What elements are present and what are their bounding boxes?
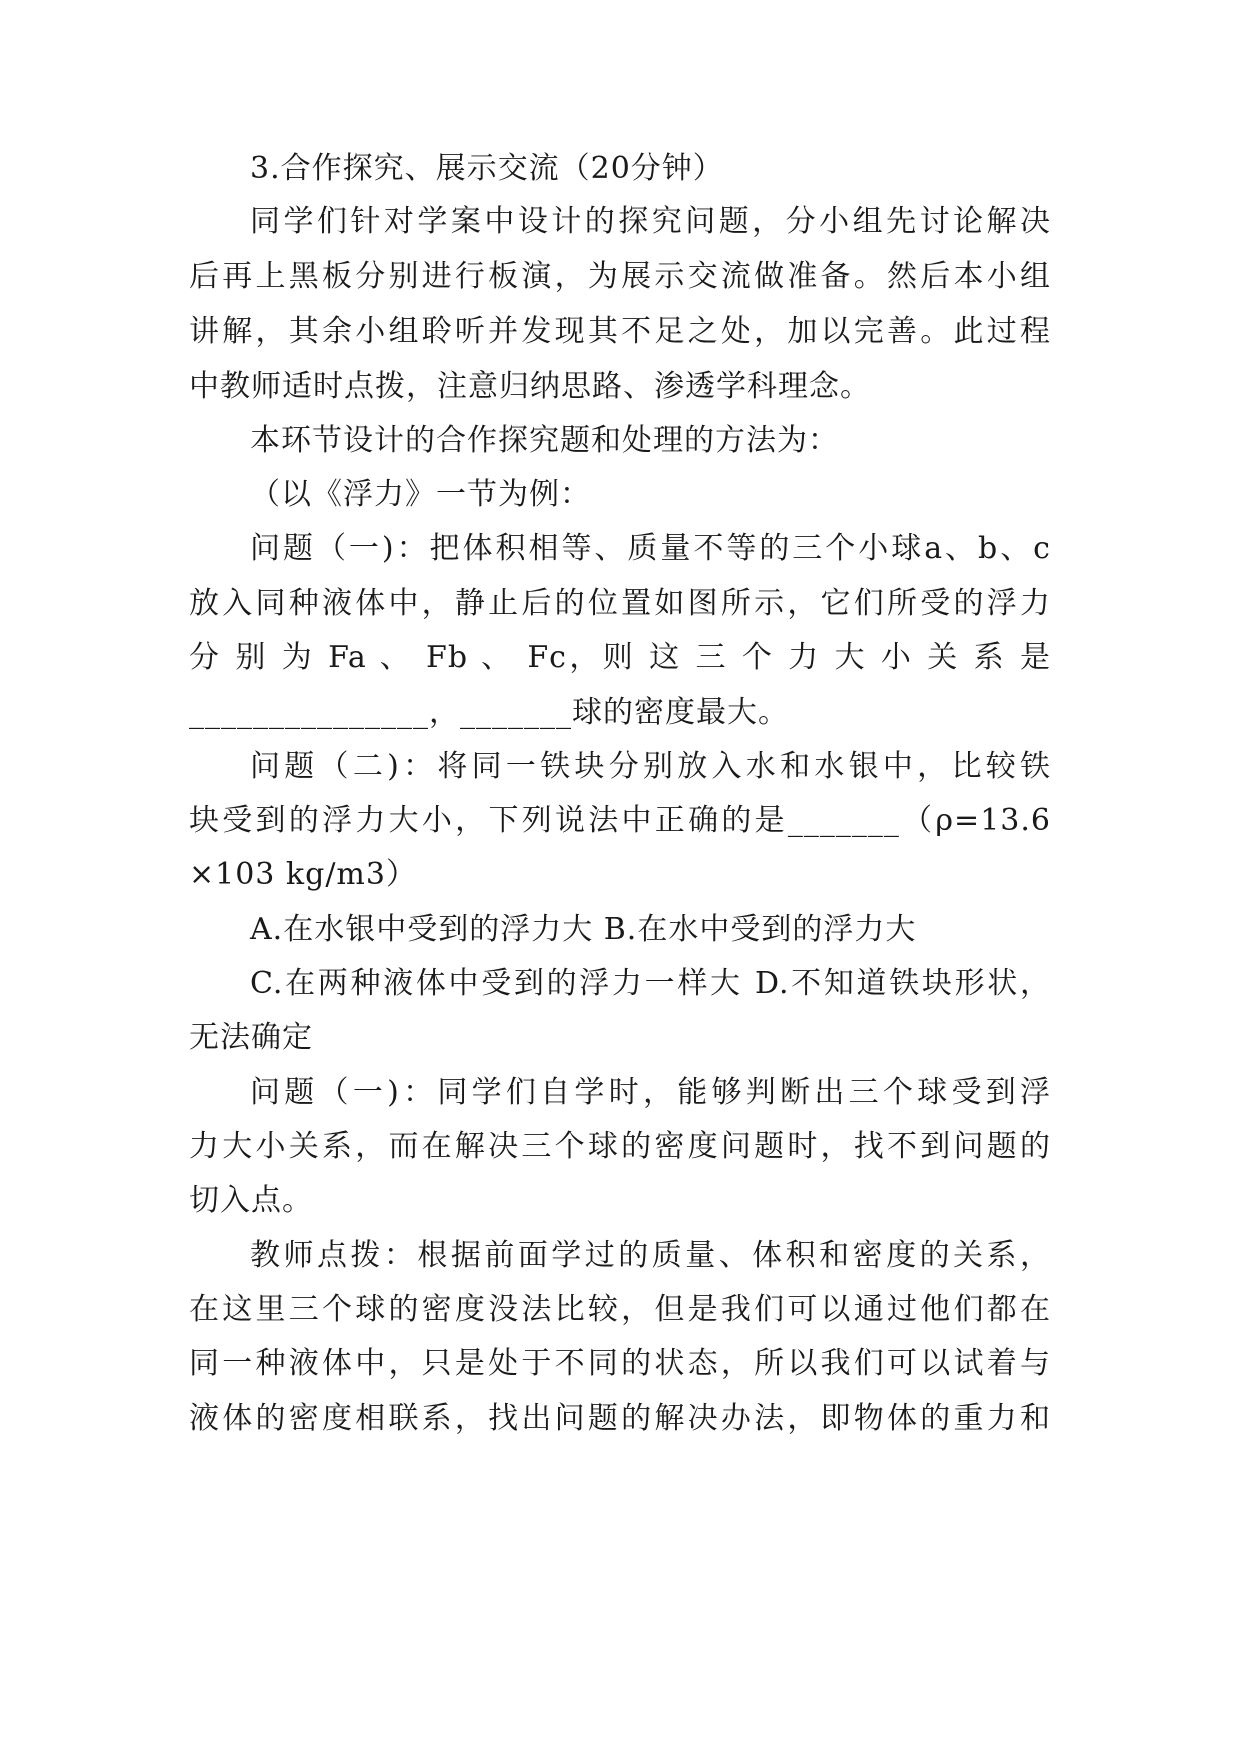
question-line: 分 别 为 Fa 、 Fb 、 Fc，则 这 三 个 力 大 小 关 系 是 — [189, 640, 1051, 675]
option-line: C.在两种液体中受到的浮力一样大 D.不知道铁块形状， — [250, 966, 1051, 1001]
section-heading: 3.合作探究、展示交流（20分钟） — [250, 151, 724, 186]
question-line: 问题（一)：把体积相等、质量不等的三个小球a、b、c — [250, 531, 1051, 566]
paragraph-line: 后再上黑板分别进行板演，为展示交流做准备。然后本小组 — [189, 259, 1051, 294]
paragraph-line: 切入点。 — [189, 1183, 313, 1218]
question-line: 放入同种液体中，静止后的位置如图所示，它们所受的浮力 — [189, 586, 1051, 621]
question-line: 块受到的浮力大小，下列说法中正确的是_______（ρ=13.6 — [189, 803, 1051, 838]
paragraph-line: 讲解，其余小组聆听并发现其不足之处，加以完善。此过程 — [189, 314, 1051, 349]
paragraph-line: 力大小关系，而在解决三个球的密度问题时，找不到问题的 — [189, 1129, 1051, 1164]
paragraph-line: 同一种液体中，只是处于不同的状态，所以我们可以试着与 — [189, 1346, 1051, 1381]
paragraph-line: 教师点拨：根据前面学过的质量、体积和密度的关系， — [250, 1238, 1051, 1273]
paragraph-line: 问题（一)：同学们自学时，能够判断出三个球受到浮 — [250, 1075, 1051, 1110]
paragraph-line: 本环节设计的合作探究题和处理的方法为： — [250, 423, 839, 458]
paragraph-line: 中教师适时点拨，注意归纳思路、渗透学科理念。 — [189, 369, 871, 404]
option-line: 无法确定 — [189, 1020, 313, 1055]
paragraph-line: 液体的密度相联系，找出问题的解决办法，即物体的重力和 — [189, 1401, 1051, 1436]
paragraph-line: 在这里三个球的密度没法比较，但是我们可以通过他们都在 — [189, 1292, 1051, 1327]
option-line: A.在水银中受到的浮力大 B.在水中受到的浮力大 — [250, 912, 917, 947]
paragraph-line: （以《浮力》一节为例： — [250, 477, 591, 512]
paragraph-line: 同学们针对学案中设计的探究问题，分小组先讨论解决 — [250, 204, 1051, 239]
question-line: ×103 kg/m3） — [189, 857, 417, 892]
question-blank-line: _______________，_______球的密度最大。 — [189, 695, 789, 730]
question-line: 问题（二)：将同一铁块分别放入水和水银中，比较铁 — [250, 749, 1051, 784]
